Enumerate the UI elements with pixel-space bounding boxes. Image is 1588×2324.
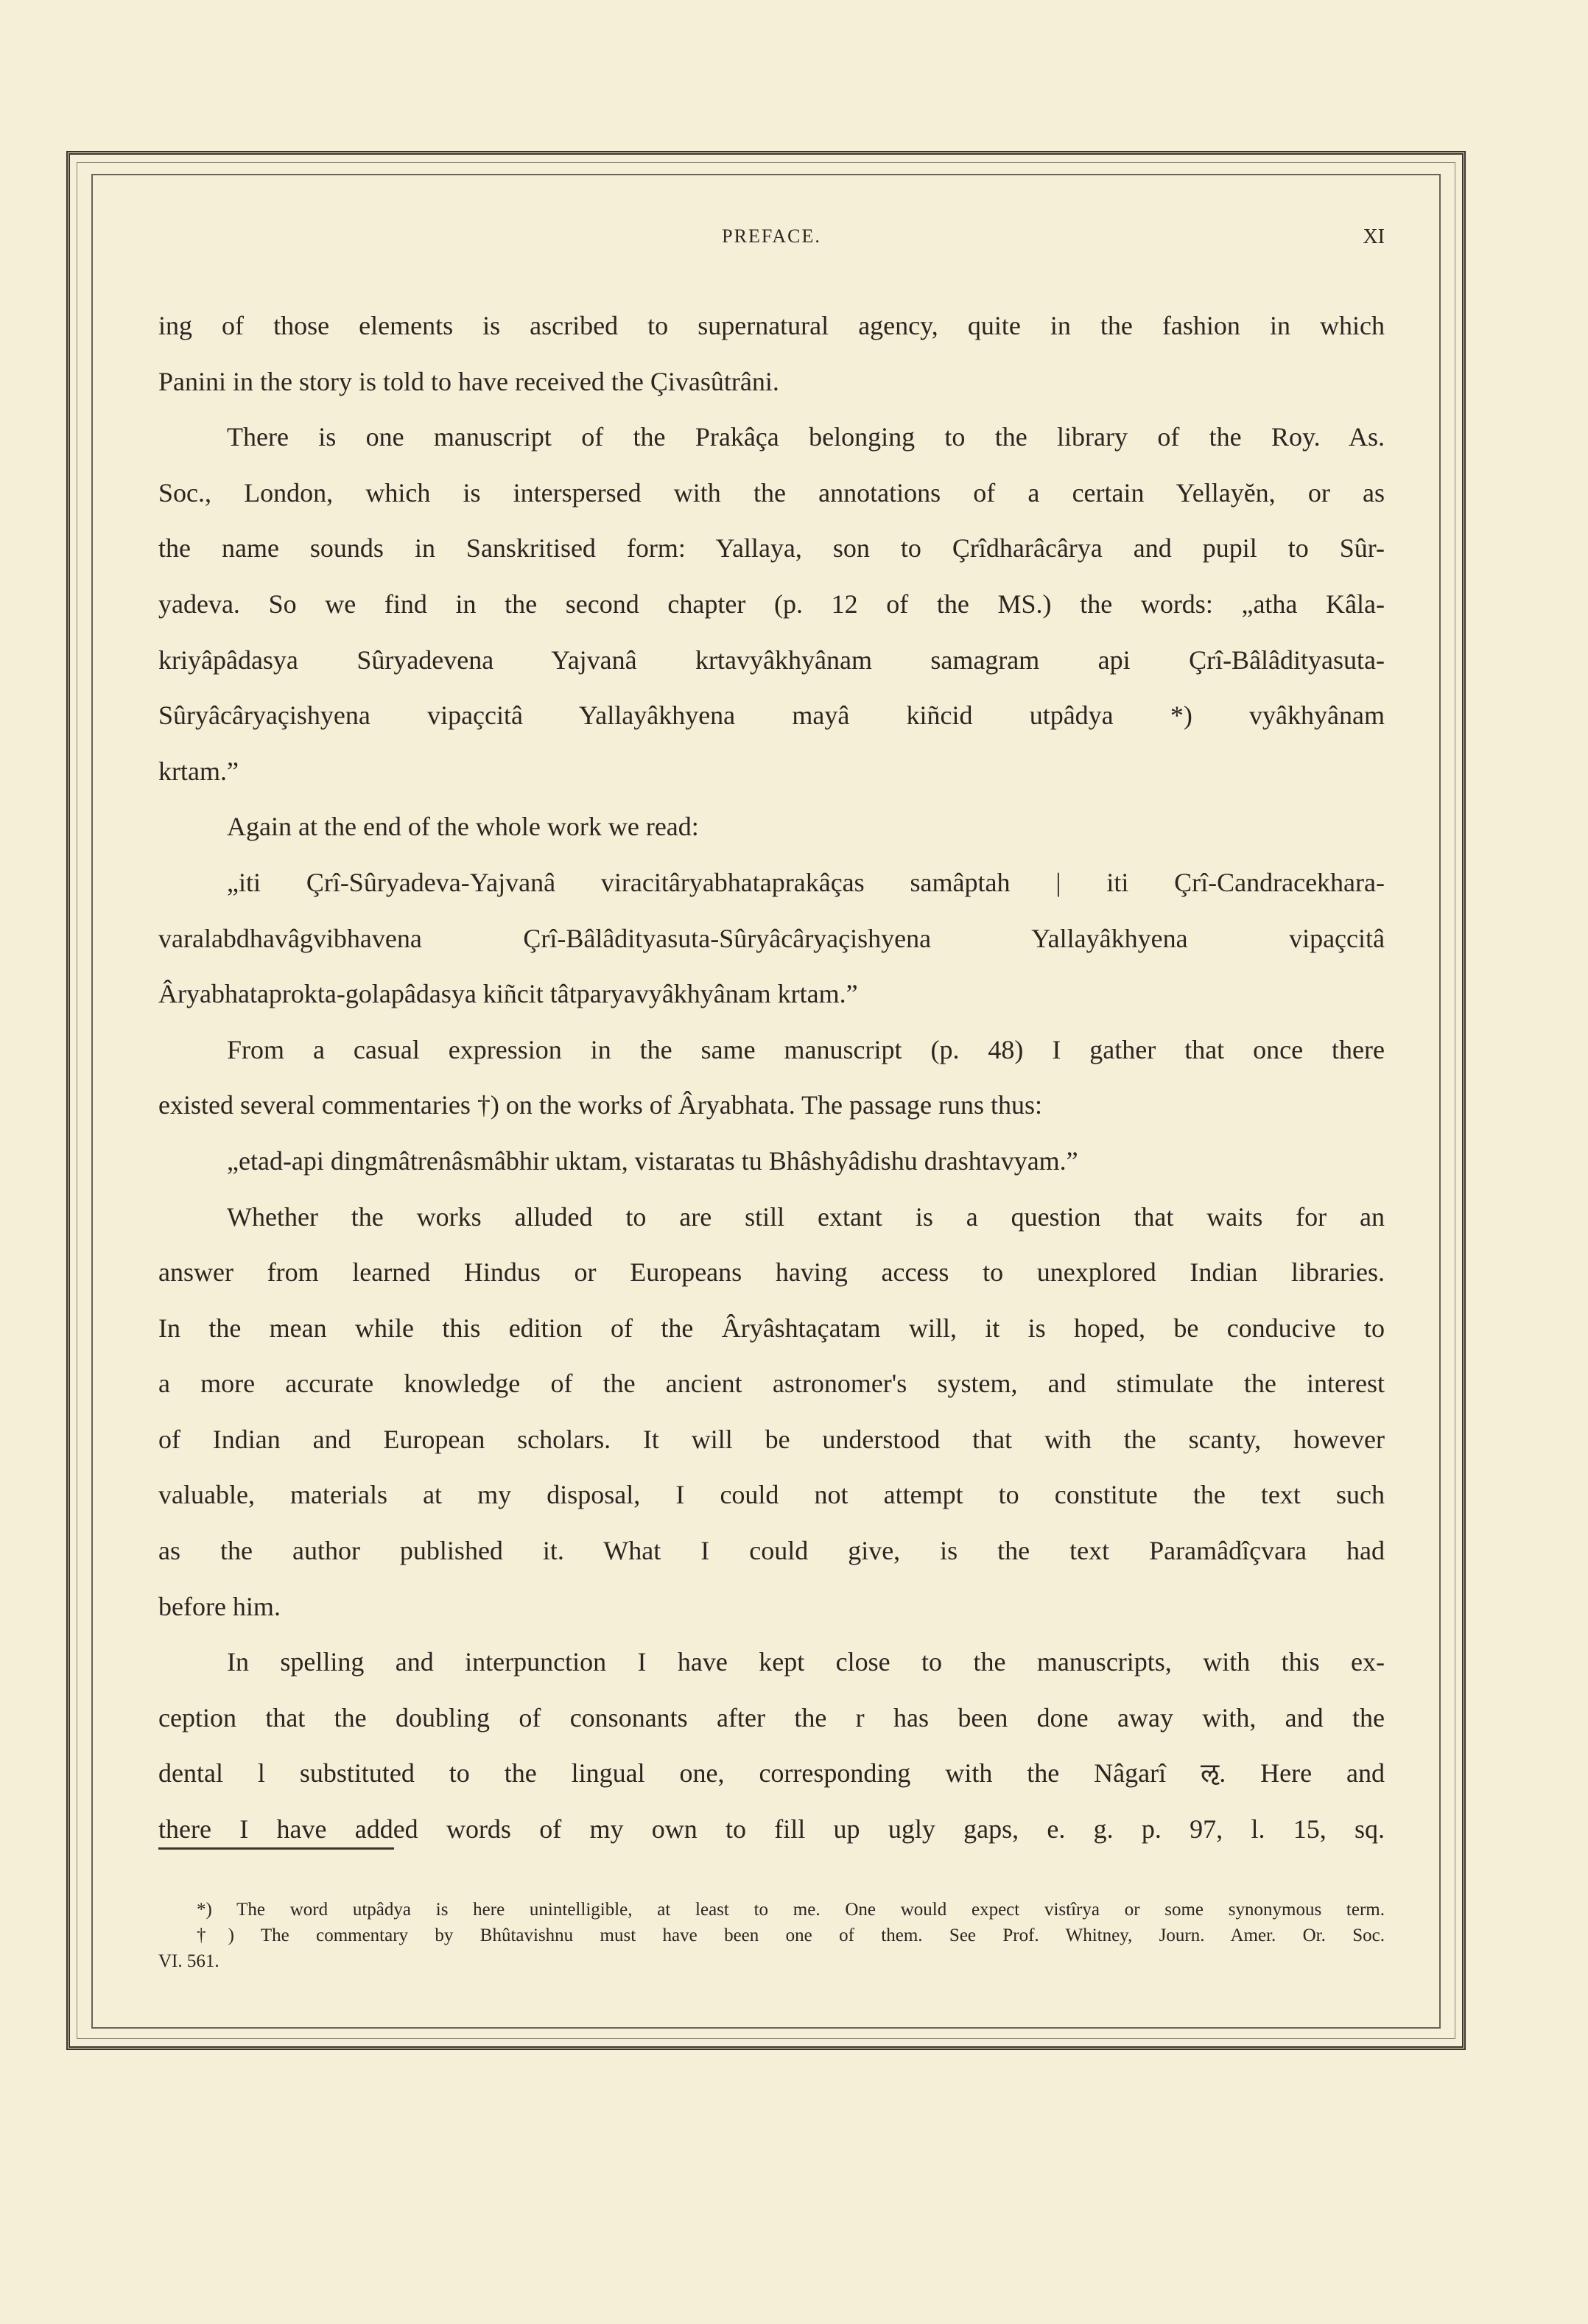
footnote-line: VI. 561. bbox=[158, 1951, 219, 1971]
text-line: „iti Çrî-Sûryadeva-Yajvanâ viracitâryabhataprakâças samâptah | iti Çrî-Candracekhara- bbox=[227, 867, 1385, 897]
text-line: ception that the doubling of consonants after the r has been done away with, and the bbox=[158, 1702, 1385, 1733]
text-line: Panini in the story is told to have received the Çivasûtrâni. bbox=[158, 366, 779, 396]
footnote-line: *) The word utpâdya is here unintelligible, at least to me. One would expect vistîrya or some synonymous term. bbox=[197, 1900, 1385, 1920]
text-line: as the author published it. What I could give, is the text Paramâdîçvara had bbox=[158, 1536, 1385, 1566]
text-line: varalabdhavâgvibhavena Çrî-Bâlâdityasuta-Sûryâcâryaçishyena Yallayâkhyena vipaçcitâ bbox=[158, 923, 1385, 953]
text-line: kriyâpâdasya Sûryadevena Yajvanâ krtavyâkhyânam samagram api Çrî-Bâlâdityasuta- bbox=[158, 645, 1385, 675]
text-line: Sûryâcâryaçishyena vipaçcitâ Yallayâkhyena mayâ kiñcid utpâdya *) vyâkhyânam bbox=[158, 701, 1385, 731]
text-line: „etad-api dingmâtrenâsmâbhir uktam, vistaratas tu Bhâshyâdishu drashtavyam.” bbox=[227, 1145, 1078, 1176]
text-line: existed several commentaries †) on the works of Âryabhata. The passage runs thus: bbox=[158, 1090, 1042, 1120]
text-line: a more accurate knowledge of the ancient astronomer's system, and stimulate the interest bbox=[158, 1369, 1385, 1399]
text-line: From a casual expression in the same manuscript (p. 48) I gather that once there bbox=[227, 1034, 1385, 1064]
page-number: XI bbox=[1363, 225, 1385, 248]
footnote-rule bbox=[158, 1847, 394, 1850]
text-line: answer from learned Hindus or Europeans having access to unexplored Indian libraries. bbox=[158, 1257, 1385, 1288]
text-line: dental l substituted to the lingual one, corresponding with the Nâgarî ऌ. Here and bbox=[158, 1758, 1385, 1788]
text-line: In the mean while this edition of the Âryâshtaçatam will, it is hoped, be conducive to bbox=[158, 1313, 1385, 1343]
text-line: of Indian and European scholars. It will be understood that with the scanty, however bbox=[158, 1424, 1385, 1454]
footnote-line: †) The commentary by Bhûtavishnu must have been one of them. See Prof. Whitney, Journ. Amer. Or. Soc. bbox=[197, 1925, 1385, 1945]
text-line: ing of those elements is ascribed to supernatural agency, quite in the fashion in which bbox=[158, 311, 1385, 340]
footnotes bbox=[158, 1897, 1385, 1974]
running-title: PREFACE. bbox=[722, 225, 821, 247]
text-line: the name sounds in Sanskritised form: Yallaya, son to Çrîdharâcârya and pupil to Sûr- bbox=[158, 533, 1385, 564]
text-line: In spelling and interpunction I have kept close to the manuscripts, with this ex- bbox=[227, 1647, 1385, 1677]
text-line: Âryabhataprokta-golapâdasya kiñcit tâtparyavyâkhyânam krtam.” bbox=[158, 979, 858, 1009]
text-line: Whether the works alluded to are still extant is a question that waits for an bbox=[227, 1201, 1385, 1232]
body-text bbox=[158, 298, 1385, 1858]
text-line: Soc., London, which is interspersed with the annotations of a certain Yellayĕn, or as bbox=[158, 477, 1385, 508]
text-line: valuable, materials at my disposal, I could not attempt to constitute the text such bbox=[158, 1480, 1385, 1510]
text-line: yadeva. So we find in the second chapter (p. 12 of the MS.) the words: „atha Kâla- bbox=[158, 589, 1385, 619]
text-line: before him. bbox=[158, 1591, 281, 1621]
text-line: Again at the end of the whole work we read: bbox=[227, 812, 699, 842]
page-header bbox=[158, 225, 1385, 255]
text-line: krtam.” bbox=[158, 756, 239, 786]
text-line: there I have added words of my own to fill up ugly gaps, e. g. p. 97, l. 15, sq. bbox=[158, 1814, 1385, 1844]
text-line: There is one manuscript of the Prakâça belonging to the library of the Roy. As. bbox=[227, 422, 1385, 452]
